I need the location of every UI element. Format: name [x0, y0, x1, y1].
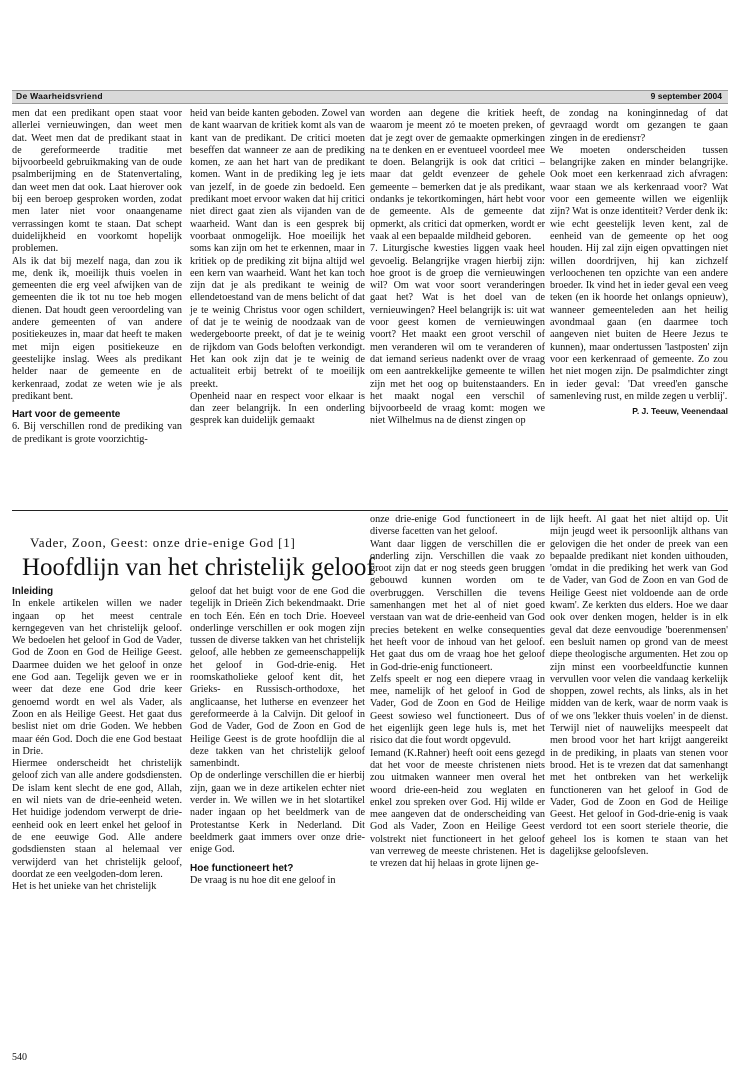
running-header [12, 90, 728, 104]
publication-name: De Waarheidsvriend [16, 91, 103, 101]
top-column-1 [12, 108, 182, 446]
paragraph: Openheid naar en respect voor elkaar is dan zeer belangrijk. In een onderling gesprek kan duidelijk gemaakt [190, 390, 365, 427]
section-divider [12, 510, 728, 511]
page-number: 540 [12, 1052, 27, 1063]
subheading: Hart voor de gemeente [12, 409, 121, 421]
paragraph: Het is het unieke van het christelijk [12, 881, 157, 893]
paragraph: worden aan degene die kritiek heeft, waarom je meent zó te moeten preken, of dat je zegt over de gemaakte opmerkingen na te denken en er eventueel voordeel mee te doen. Belangrijk is ook dat critici – maar dat geldt evenzeer de gehele gemeente – bemerken dat je als predikant, ondanks je tekortkomingen, hárt hebt voor de gemeente. Als de gemeente dat opmerkt, als critici dat opmerken, wordt er vaak al een bepaalde mildheid geboren. [370, 108, 545, 242]
top-column-2 [190, 108, 365, 428]
article-title: Hoofdlijn van het christelijk geloof [22, 554, 375, 581]
paragraph: heid van beide kanten geboden. Zowel van de kant waarvan de kritiek komt als van de kant van de predikant. De critici moeten beseffen dat wanneer ze aan de prediking komen, ze aan het hart van de predikant komen. Want in de prediking leg je iets van jezelf, in de goede zin bedoeld. Een predikant moet ervoor waken dat hij critici niet direct gaat zien als vijanden van de waarheid. Want dan is een gesprek bij voorbaat onmogelijk. Hoe moeilijk het soms kan zijn om het te erkennen, maar in kritiek op de prediking zit bijna altijd wel een kern van waarheid. Want het kan toch zijn dat je als predikant te weinig de ellendetoestand van de mens belicht of dat je te weinig Christus voor ogen schildert, of dat je te weinig de noodzaak van de wedergeboorte preekt, of dat je te weinig de rijkdom van Gods beloften verkondigt. Het kan ook zijn dat je te weinig de actualiteit erbij betrekt of te moeilijk preekt. [190, 108, 365, 390]
article-column-1 [12, 586, 182, 893]
author-signature: P. J. Teeuw, Veenendaal [632, 406, 728, 417]
paragraph: In enkele artikelen willen we nader ingaan op het meest centrale kerngegeven van het christelijk geloof. We bedoelen het geloof in God de Vader, God de Zoon en God de Heilige Geest. Daarmee duiden we het geloof in onze ene God aan. Tegelijk geven we er in weer dat deze ene God drie keer genoemd wordt en wel als Vader, als Zoon en als Heilige Geest. Het gaat dus beslist niet om drie Goden. We hebben maar één God. Doch die ene God bestaat in Drie. [12, 598, 182, 757]
paragraph: de zondag na koninginnedag of dat gevraagd wordt om gezangen te gaan zingen in de erediensт? [550, 108, 728, 144]
paragraph: Als ik dat bij mezelf naga, dan zou ik me, denk ik, moeilijk thuis voelen in gemeenten die erg veel afwijken van de gemeenten die ik tot nu toe heb mogen dienen. Dat houdt geen veroordeling van andere gemeenten of van andere positiekeuzes in, maar dat heeft te maken met mijn eigen positiekeuze en geestelijke inslag. Wees als predikant helder naar de gemeente en de kerkenraad, zodat ze weten wie je als predikant bent. [12, 255, 182, 402]
subheading: Inleiding [12, 586, 54, 597]
subheading: Hoe functioneert het? [190, 862, 294, 874]
article-column-4 [550, 514, 728, 858]
article-column-3 [370, 514, 545, 871]
paragraph: Zelfs speelt er nog een diepere vraag in mee, namelijk of het geloof in God de Vader, God de Zoon en God de Heilige Geest sowieso wel functioneert. Dus of het eigenlijk geen lege huls is, met het risico dat die fout wordt opgevuld. [370, 673, 545, 747]
article-column-2 [190, 586, 365, 887]
top-column-3 [370, 108, 545, 428]
paragraph: onze drie-enige God functioneert in de diverse facetten van het geloof. [370, 514, 545, 538]
article-kicker: Vader, Zoon, Geest: onze drie-enige God [1] [30, 535, 296, 550]
issue-date: 9 september 2004 [650, 91, 722, 101]
paragraph: Want daar liggen de verschillen die er onderling zijn. Verschillen die vaak zo groot zijn dat er nog steeds geen bruggen gebouwd kunnen worden om te overbruggen. Verschillen die tevens samenhangen met het al of niet goed verstaan van wat de drie-eenheid van God precies betekent en welke consequenties het heeft voor de inhoud van het geloof. Het gaat dus om de vraag hoe het geloof in God-drie-enig functioneert. [370, 538, 545, 673]
paragraph: De vraag is nu hoe dit ene geloof in [190, 874, 336, 886]
top-column-4 [550, 108, 728, 417]
paragraph: lijk heeft. Al gaat het niet altijd op. Uit mijn jeugd weet ik persoonlijk althans van gelovigen die het onder de preek van een bepaalde predikant niet konden uithouden, 'omdat in die prediking het werk van God de Vader, van God de Zoon en van God de Heilige Geest niet voldoende aan de orde kwam'. Ze kerkten dus elders. Hoe we daar ook over denken mogen, helder is in elk geval dat deze eenvoudige 'boerenmensen' een besluit namen op grond van de meest diepe theologische argumenten. Het zou op zijn minst een voorbeeldfunctie kunnen vervullen voor velen die vandaag kerkelijk shoppen, zowel rechts, als links, als in het midden van de kerk, waar de norm vaak is of we ons 'lekker thuis voelen' in de dienst. Terwijl niet of nauwelijks meespeelt dat men brood voor het hart krijgt aangereikt in de prediking, in plaats van stenen voor brood. Het is te vrezen dat dat samenhangt met het ontbreken van het werkelijk functioneren van het geloof in God de Vader, God de Zoon en God de Heilige Geest. Het geloof in God-drie-enig is vaak verdord tot een soort steriele theorie, die geheel los is komen te staan van het dagelijkse geloofsleven. [550, 514, 728, 858]
paragraph: We moeten onderscheiden tussen belangrijke zaken en minder belangrijke. Ook moet een kerkenraad zich afvragen: waar staan we als kerkenraad voor? Wat voor een gemeente willen we eigenlijk zijn? Wat is onze identiteit? Verder denk ik: wie echt geestelijk leven kent, zal de eenheid van de gemeente op het oog houden. Hij zal zijn eigen opvattingen niet willen doordrijven, hij kan zichzelf verloochenen ten opzichte van een andere broeder. Ik vind het in ieder geval een veeg teken (en ik hoorde het onlangs opnieuw), wanneer gemeenteleden aan het heilig avondmaal gaan (en daarmee toch aangeven niet buiten de Heere Jezus te kunnen), maar ondertussen 'lastposten' zijn voor een kerkenraad of gemeente. Zo zou het niet mogen zijn. De psalmdichter zingt in ieder geval: 'Dat vreed'en gansсhe samenleving rust, en milde zegen u verblij'. [550, 144, 728, 402]
paragraph: Hiermee onderscheidt het christelijk geloof zich van alle andere godsdiensten. De islam kent slecht de ene god, Allah, en wil niets van de drie-eenheid weten. Het huidige jodendom verwerpt de drie-eenheid ook en leert enkel het geloof in de ene eeuwige God. Alle andere godsdiensten staan al helemaal ver verwijderd van het christelijk geloof, doordat ze een veelgoden-dom leren. [12, 758, 182, 880]
paragraph: 7. Liturgische kwesties liggen vaak heel gevoelig. Belangrijke vragen hierbij zijn: hoe groot is de groep die vernieuwingen wil? Om wat voor soort veranderingen gaat het? Wat is het doel van de vernieuwingen? Heel belangrijk is: uit wat voor geest komen de vernieuwingen voort? Het maakt een groot verschil of men veranderen wil om te veranderen of dat iemand serieus nadenkt over de vraag om een aantrekkelijke gemeente te willen zijn met het oog op buitenstaanders. En het maakt nogal een verschil of bijvoorbeeld de vraag komt: mogen we niet Wilhelmus na de dienst zingen op [370, 243, 545, 427]
paragraph: men dat een predikant open staat voor allerlei vernieuwingen, dan weet men dat. Weet men dat de predikant staat in de gereformeerde traditie met bijvoorbeeld gebruikmaking van de oude psalmberijming en de Statenvertaling, dan weet men dat ook. Laat hierover ook bij een beroep gesproken worden, zodat men later niet voor onaangename verrassingen komt te staan. Dat schept duidelijkheid en voorkomt hopelijk problemen. [12, 108, 182, 255]
paragraph: Op de onderlinge verschillen die er hierbij zijn, gaan we in deze artikelen echter niet verder in. We willen we in het slotartikel nader ingaan op het beeldmerk van de Protestantse Kerk in Nederland. Dit beeldmerk gaat immers over onze drie-enige God. [190, 770, 365, 856]
paragraph: geloof dat het buigt voor de ene God die tegelijk in Drieën Zich bekendmaakt. Drie en toch Eén. Eén en toch Drie. Hoeveel onderlinge verschillen er ook mogen zijn tussen de diverse takken van het christelijk geloof, alle hebben ze gemeenschappelijk het geloof in God-drie-enig. Het roomskatholieke geloof kent dit, het Grieks- en Russisch-orthodoxe, het anglicaanse, het lutherse en evenzeer het gereformeerde à la Calvijn. Dit geloof in God de Vader, God de Zoon en God de Heilige Geest is de grote hoofdlijn die al deze takken van het christelijk geloof samenbindt. [190, 586, 365, 770]
paragraph: 6. Bij verschillen rond de prediking van de predikant is grote voorzichtig- [12, 421, 182, 445]
paragraph: Iemand (K.Rahner) heeft ooit eens gezegd dat het voor de meeste christenen niets zou uitmaken wanneer men overal het woord drie-een-heid zou weglaten en enkel zou spreken over God. Hij wilde er mee aangeven dat de onderscheiding van God als Vader, Zoon en Heilige Geest volstrekt niet functioneert in het geloof van verreweg de meeste christenen. Het is te vrezen dat hij helaas in grote lijnen ge- [370, 747, 545, 870]
